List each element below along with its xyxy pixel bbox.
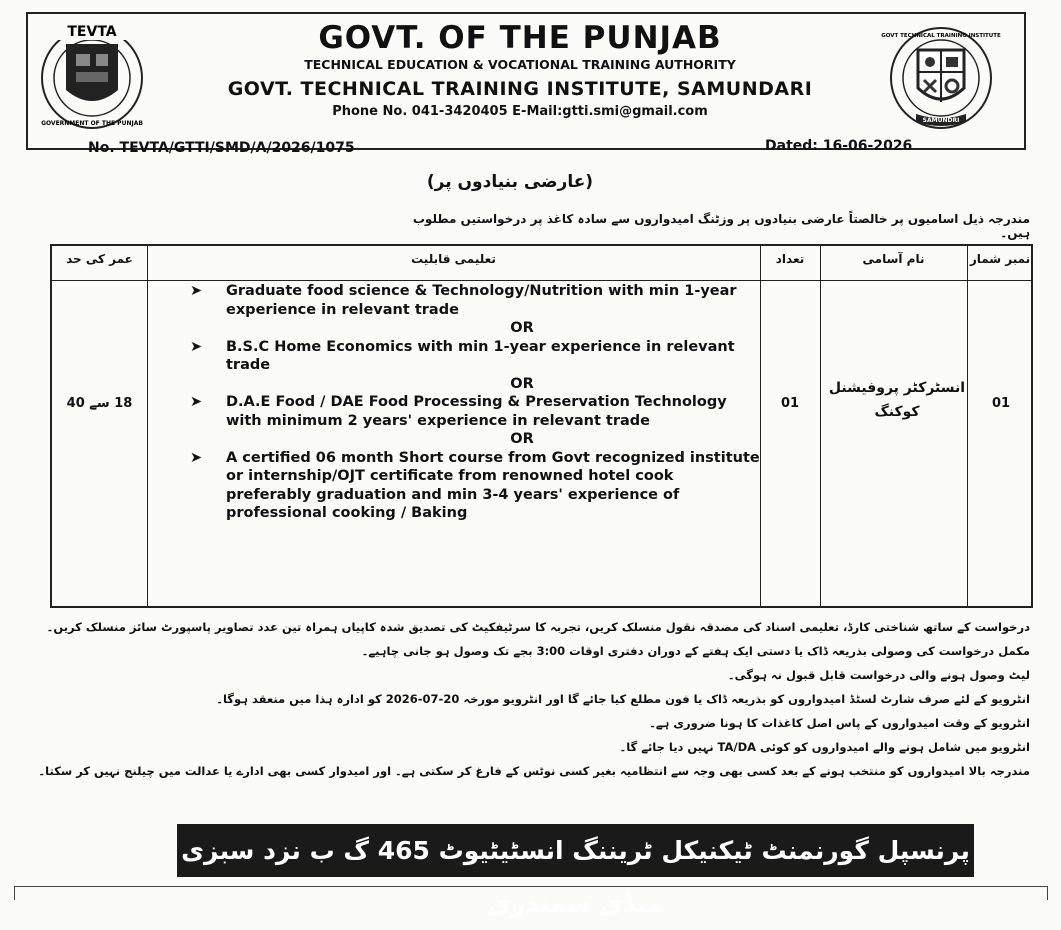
term-item: درخواست کے ساتھ شناختی کارڈ، تعلیمی اسناد کی مصدقہ نقول منسلک کریں، تجربہ کا سرٹیفکیٹ کی تصدیق شدہ کاپیاں ہمراہ تین عدد تصاویر پاسپورٹ سائز منسلک کریں۔ xyxy=(46,620,1030,634)
qualification-item xyxy=(182,338,762,375)
age-limit: 18 سے 40 xyxy=(66,396,133,411)
post-count: 01 xyxy=(780,396,800,411)
term-item: مندرجہ بالا امیدواروں کو منتخب ہونے کے بعد کسی بھی وجہ سے انتظامیہ بغیر کسی نوٹس کے فارغ کر سکتی ہے۔ اور امیدوار کسی بھی ادارے یا عدالت میں چیلنج نہیں کر سکتا۔ xyxy=(38,764,1030,778)
institute-name: GOVT. TECHNICAL TRAINING INSTITUTE, SAMUNDARI xyxy=(227,78,813,100)
term-item: مکمل درخواست کی وصولی بذریعہ ڈاک یا دستی ایک ہفتے کے دوران دفتری اوقات 3:00 بجے تک وصول ہو جانی چاہیے۔ xyxy=(361,644,1030,658)
vacancy-table xyxy=(50,244,1033,608)
terms-list xyxy=(38,616,1030,784)
or-separator: OR xyxy=(510,375,534,392)
table-divider xyxy=(147,246,148,606)
post-name-line: انسٹرکٹر پروفیشنل xyxy=(828,380,966,396)
or-separator: OR xyxy=(510,320,534,336)
header-post: نام آسامی xyxy=(862,252,925,266)
or-separator: OR xyxy=(510,431,534,447)
principal-address-banner: پرنسپل گورنمنٹ ٹیکنیکل ٹریننگ انسٹیٹیوٹ 465 گ ب نزد سبزی منڈی سمندری xyxy=(177,824,974,877)
contact-info: Phone No. 041-3420405 E-Mail:gtti.smi@gmail.com xyxy=(332,104,708,119)
post-name xyxy=(827,376,967,424)
term-item: انٹرویو میں شامل ہونے والے امیدواروں کو کوئی TA/DA نہیں دیا جائے گا۔ xyxy=(619,740,1030,754)
authority-name: TECHNICAL EDUCATION & VOCATIONAL TRAINING AUTHORITY xyxy=(304,57,736,72)
arrow-bullet-icon: ➤ xyxy=(190,338,203,355)
govt-title: GOVT. OF THE PUNJAB xyxy=(318,20,722,56)
subheading: (عارضی بنیادوں پر) xyxy=(426,172,594,192)
header-serial: نمبر شمار xyxy=(969,252,1031,266)
qualification-text: B.S.C Home Economics with min 1-year experience in relevant trade xyxy=(226,338,735,373)
qualification-item xyxy=(182,282,762,319)
term-item: لیٹ وصول ہونے والی درخواست قابل قبول نہ ہوگی۔ xyxy=(727,668,1030,682)
qualification-item xyxy=(182,393,762,430)
serial-number: 01 xyxy=(991,396,1011,411)
qualification-text: D.A.E Food / DAE Food Processing & Preservation Technology with minimum 2 years' experience in relevant trade xyxy=(226,394,727,429)
table-header-divider xyxy=(52,280,1031,281)
post-name-line: کوکنگ xyxy=(874,404,920,420)
term-item: انٹرویو کے لئے صرف شارٹ لسٹڈ امیدواروں کو بذریعہ ڈاک یا فون مطلع کیا جائے گا اور انٹرویو مورخہ 20-07-2026 کو ادارہ ہذا میں منعقد ہوگا۔ xyxy=(216,692,1030,706)
tevta-logo-text: TEVTA xyxy=(67,24,117,40)
header-age: عمر کی حد xyxy=(66,252,133,266)
next-ad-border xyxy=(14,886,1048,900)
header-qualification: تعلیمی قابلیت xyxy=(411,252,496,266)
header-count: تعداد xyxy=(775,252,805,266)
qualification-text: A certified 06 month Short course from Govt recognized institute or internship/OJT certificate from renowned hotel cook preferably graduation and min 3-4 years' experience of professional cooking / Baking xyxy=(226,449,760,521)
reference-number: No. TEVTA/GTTI/SMD/A/2026/1075 xyxy=(88,140,355,156)
tevta-logo xyxy=(38,20,146,132)
arrow-bullet-icon: ➤ xyxy=(190,283,203,299)
crest-bottom-text: SAMUNDRI xyxy=(922,117,960,124)
tevta-logo-ring-text: GOVERNMENT OF THE PUNJAB xyxy=(41,120,143,127)
arrow-bullet-icon: ➤ xyxy=(190,449,203,466)
intro-text: مندرجہ ذیل اسامیوں پر خالصتاً عارضی بنیادوں پر وزٹنگ امیدواروں سے سادہ کاغذ پر درخواستیں مطلوب ہیں۔ xyxy=(412,212,1030,240)
qualification-item xyxy=(182,449,762,523)
table-divider xyxy=(967,246,968,606)
date: Dated: 16-06-2026 xyxy=(765,138,913,154)
table-divider xyxy=(820,246,821,606)
crest-ring-text: GOVT TECHNICAL TRAINING INSTITUTE xyxy=(881,33,1001,39)
qualification-list xyxy=(182,282,762,523)
arrow-bullet-icon: ➤ xyxy=(190,394,203,410)
qualification-text: Graduate food science & Technology/Nutrition with min 1-year experience in relevant trade xyxy=(226,283,737,318)
term-item: انٹرویو کے وقت امیدواروں کے پاس اصل کاغذات کا ہونا ضروری ہے۔ xyxy=(649,716,1030,730)
institute-crest-logo xyxy=(881,22,1001,134)
